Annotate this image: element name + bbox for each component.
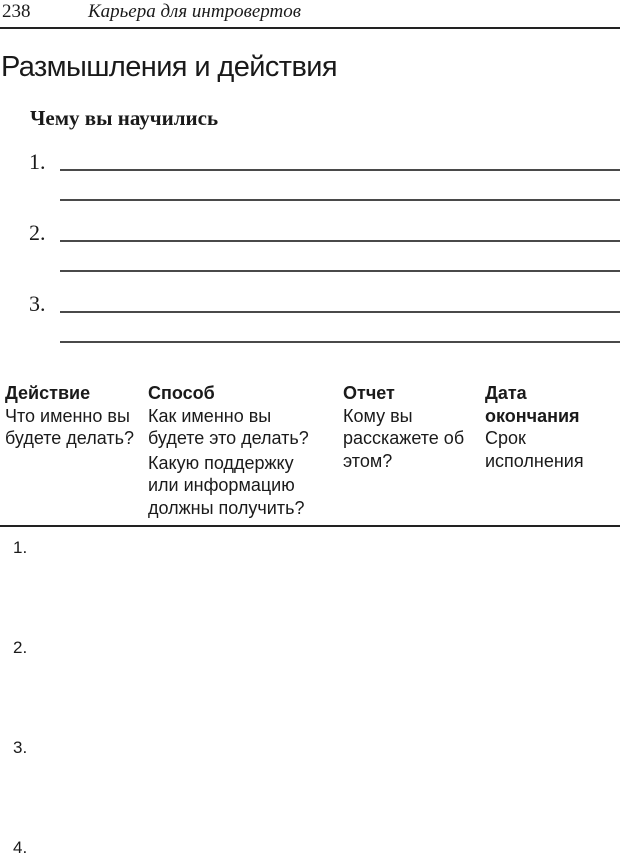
column-description: Как именно вы будете это делать? (148, 405, 309, 448)
plan-row-3[interactable] (13, 738, 27, 758)
learned-item-2 (0, 220, 620, 290)
answer-line[interactable] (60, 199, 620, 201)
learned-heading: Чему вы научились (30, 106, 219, 130)
column-title: Способ (148, 383, 215, 403)
plan-row-number: 2. (13, 638, 28, 657)
book-title: Карьера для интровертов (88, 1, 301, 22)
table-divider (0, 525, 620, 527)
section-title: Размышления и действия (1, 51, 337, 83)
column-report (343, 382, 473, 472)
plan-row-number: 3. (13, 738, 28, 757)
answer-line[interactable] (60, 270, 620, 272)
learned-item-number: 1. (29, 149, 46, 174)
column-title: Отчет (343, 383, 395, 403)
column-deadline (485, 382, 615, 472)
plan-row-number: 1. (13, 538, 28, 557)
answer-line[interactable] (60, 341, 620, 343)
answer-line[interactable] (60, 311, 620, 313)
learned-item-number: 3. (29, 291, 46, 316)
column-action (5, 382, 135, 450)
column-method (148, 382, 328, 519)
plan-row-4[interactable] (13, 838, 27, 858)
learned-item-1 (0, 149, 620, 219)
column-extra-description: Какую поддержку или информацию должны получить? (148, 452, 305, 518)
column-title: Дата окончания (485, 383, 580, 426)
plan-row-2[interactable] (13, 638, 27, 658)
plan-row-number: 4. (13, 838, 28, 857)
column-description: Срок исполнения (485, 428, 584, 471)
column-description: Что именно вы будете делать? (5, 405, 134, 448)
learned-item-number: 2. (29, 220, 46, 245)
learned-item-3 (0, 291, 620, 361)
answer-line[interactable] (60, 240, 620, 242)
plan-row-1[interactable] (13, 538, 27, 558)
answer-line[interactable] (60, 169, 620, 171)
page-number: 238 (2, 1, 31, 22)
running-head (0, 0, 620, 29)
column-description: Кому вы расскажете об этом? (343, 405, 465, 471)
column-title: Действие (5, 383, 91, 403)
